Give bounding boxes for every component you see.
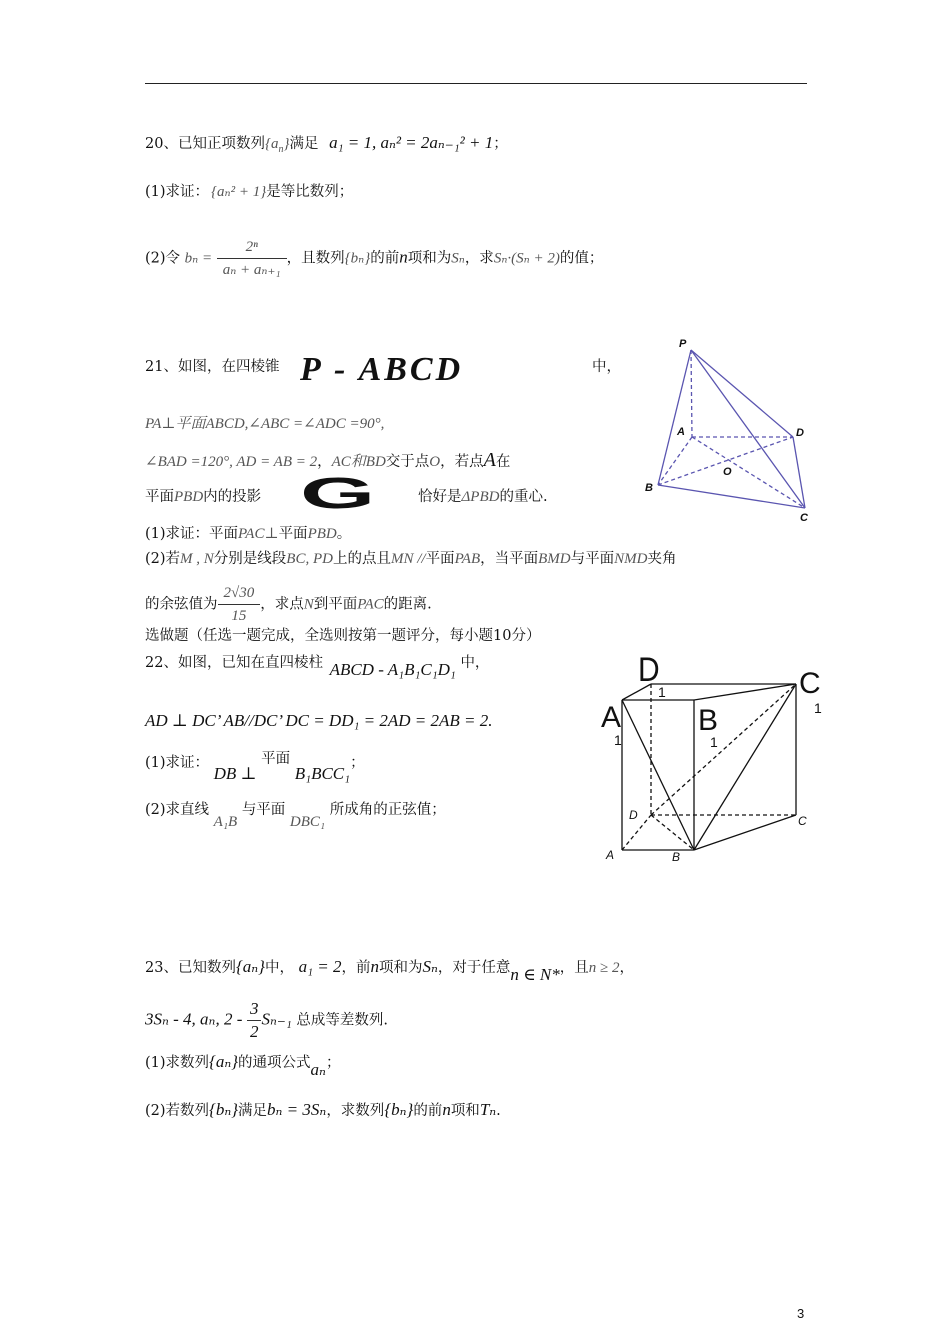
q21-p2-bcpd: BC, PD [286,551,333,567]
q23-l2-b: Sₙ₋₁ [261,1009,292,1029]
q23-l2-num: 3 [247,998,262,1021]
q20-seq-close: } [283,136,290,152]
q21-p1-pac: PAC [238,526,265,542]
q22-p2-c: 所成角的正弦值； [329,802,446,818]
q23-a1: a₁ = 2 [298,957,342,976]
edge-bc [694,815,796,850]
q23-zhong: 中， [264,960,294,976]
q22-head: 22、如图，已知在直四棱柱 [145,655,323,671]
q21-p3-fraction [218,582,261,627]
q21-part2 [145,549,676,569]
label-b1: B [698,704,719,737]
q20-p2-a: ，且数列 [286,250,345,267]
q23-l2-fraction [247,998,262,1043]
q20-p2-bn: {bₙ} [344,250,371,267]
q22-p1-expr: DB ⊥ [213,764,257,783]
q21-p2-b: 分别是线段 [213,551,287,567]
q21-l3-expr: ∠BAD =120°, AD = AB = 2 [145,454,318,470]
label-b1-sub: 1 [710,734,718,750]
edge-ab [658,437,692,485]
q21-p3-a: 的余弦值为 [145,596,218,613]
label-c: C [800,512,808,524]
q23-p1-b: 的通项公式 [238,1055,311,1071]
q23-n2: n ≥ 2 [588,960,620,976]
q21-centroid-g: G [300,469,376,518]
q20-part1 [145,182,353,202]
label-a1: A [601,701,622,734]
q20-p2-num: 2ⁿ [217,236,287,259]
q21-l3-a-point: A [483,449,496,471]
q21-l4-tri: ΔPBD [461,489,500,505]
page-number: 3 [797,1306,805,1321]
q20-condition: a₁ = 1, aₙ² = 2aₙ₋₁² + 1 [329,133,494,152]
edge-pb [658,350,691,485]
q21-pyramid-label: P - ABCD [300,351,464,388]
q23-l2-a: 3Sₙ - 4, aₙ, 2 - [145,1009,243,1029]
q21-p3-num: 2√30 [218,582,261,605]
q23-b: ，前 [341,960,371,976]
q22-prism: ABCD - A₁B₁C₁D₁ [329,660,456,679]
q21-l3-d: 在 [495,454,511,470]
q20-p2-expr: Sₙ·(Sₙ + 2) [493,250,560,267]
q23-p2-n: n [442,1100,451,1119]
q20-p2-label: (2)令 [145,250,181,267]
label-a1-sub: 1 [614,732,622,748]
label-a: A [606,848,615,862]
q21-l3-a: ， [317,454,332,470]
q21-p2-c: 上的点且 [332,551,391,567]
q20-head: 20、已知正项数列 [145,136,265,152]
edge-db [651,815,694,850]
edge-pa [691,350,692,437]
q21-p2-mnpar: MN // [390,551,426,567]
q20-p2-b: bₙ = [184,250,213,267]
q20-tail: ； [493,136,508,152]
q20-seq-sub: n [278,143,284,155]
q20-p1-label: (1)求证： [145,184,210,200]
q21-pyramid-figure [640,336,820,528]
q20-p1-tail: 是等比数列； [266,184,354,200]
q21-p3-d: 的距离. [383,596,432,613]
q21-line4 [145,487,261,507]
q22-line1 [145,652,490,679]
q21-p1-b: 平面 [278,526,308,542]
label-d1-sub: 1 [658,684,666,700]
edge-cd [793,437,805,508]
q22-part1 [145,751,365,783]
edge-dc1 [651,684,796,815]
q23-p1-seq: {aₙ} [209,1052,239,1071]
q20-seq: {a [264,136,279,152]
label-b: B [645,482,653,494]
q22-part2 [145,800,446,830]
q23-part1 [145,1052,341,1079]
q21-l4-pbd: PBD [174,489,204,505]
edge-ac [692,437,805,508]
q21-l4-c: 恰好是 [418,489,462,505]
edge-a1b [622,700,694,850]
q23-p2-bn2: {bₙ} [384,1100,414,1119]
edge-pc [691,350,805,508]
q20-p2-e: 的值； [559,250,604,267]
q23-line1 [145,957,635,984]
q23-head: 23、已知数列 [145,960,236,976]
q21-p2-nmd: NMD [614,551,648,567]
header-rule [145,83,807,84]
q21-p2-e: ，当平面 [480,551,539,567]
q23-p2-e: 项和 [450,1103,480,1119]
q21-part3 [145,582,432,627]
q21-p1-perp: ⊥ [264,526,279,542]
label-c: C [798,814,807,828]
label-d: D [629,808,638,822]
label-a: A [677,426,685,438]
q21-p2-mn: M , N [180,551,214,567]
q20-p2-b2: 的前 [370,250,400,267]
edge-pd [691,350,793,437]
edge-bc [658,485,805,508]
q23-p2-expr: bₙ = 3Sₙ [267,1100,327,1119]
q21-p2-pab: PAB [454,551,481,567]
q20-p2-fraction [217,236,287,281]
q20-p2-n: n [399,247,408,267]
q23-p2-c: ，求数列 [326,1103,385,1119]
q23-nn: n ∈ N* [510,965,560,984]
q23-l2-den: 2 [249,1022,259,1041]
q23-seq: {aₙ} [235,957,265,976]
q22-line2 [145,711,493,732]
edge-b1c1 [694,684,796,700]
q23-c: 项和为 [378,960,423,976]
q20-p2-c: 项和为 [407,250,452,267]
q21-head [145,357,279,377]
label-p: P [679,338,687,350]
q22-p2-a: (2)求直线 [145,802,210,818]
q22-prism-figure [598,645,828,867]
q22-conditions: AD ⊥ DC’ AB//DC’ DC = DD₁ = 2AD = 2AB = 2. [145,711,493,730]
q20-line1 [145,133,508,160]
q21-p2-g: 夹角 [647,551,677,567]
q23-p2-d: 的前 [413,1103,443,1119]
q21-l3-b: 交于点 [385,454,430,470]
q20-p2-den: aₙ + aₙ₊₁ [222,262,281,278]
q21-zhong: 中， [592,359,621,375]
q23-l2-c: 总成等差数列. [296,1012,388,1029]
q21-p2-a: (2)若 [145,551,181,567]
q23-part2 [145,1100,501,1121]
label-o: O [723,466,732,478]
q21-p2-bmd: BMD [538,551,571,567]
q23-f: ， [619,960,635,976]
q22-p1-c: ； [350,755,365,771]
q20-satisfy: 满足 [289,136,319,152]
q21-p3-n: N [303,596,314,613]
q20-p2-d: ，求 [464,250,494,267]
q20-p1-expr: {aₙ² + 1} [211,184,267,200]
q21-l4-b: 内的投影 [203,489,262,505]
q22-p2-line: A₁B [213,814,238,830]
q23-line2 [145,998,388,1043]
q21-l3-c: ，若点 [440,454,484,470]
q22-p1-a: (1)求证： [145,755,210,771]
q22-p2-b: 与平面 [241,802,286,818]
q22-p1-plane: B₁BCC₁ [294,764,351,783]
q21-p1-a: (1)求证：平面 [145,526,239,542]
q23-p1-c: ； [325,1055,341,1071]
q21-head-text: 21、如图，在四棱锥 [145,359,280,375]
q21-l3-o: O [429,454,441,470]
q21-p2-f: 与平面 [570,551,615,567]
q21-p1-c: 。 [336,526,352,542]
q23-p2-f: . [496,1103,501,1119]
q21-p3-b: ，求点 [260,596,304,613]
label-d1: D [638,650,660,689]
q21-p2-d: 平面 [425,551,455,567]
label-b: B [672,850,681,864]
q23-p2-b: 满足 [238,1103,268,1119]
q23-p1-an: aₙ [310,1060,326,1079]
q22-p2-plane: DBC₁ [289,814,326,830]
q21-p1-pbd: PBD [307,526,337,542]
q21-part1 [145,524,351,544]
q22-p1-b: 平面 [261,751,291,767]
q23-d: ，对于任意 [437,960,511,976]
q21-p3-pac: PAC [357,596,384,613]
q21-p3-den: 15 [231,608,247,624]
q21-l4-a: 平面 [145,489,174,505]
q23-p2-bn: {bₙ} [209,1100,239,1119]
q21-p3-c: 到平面 [313,596,358,613]
q23-p1-a: (1)求数列 [145,1055,210,1071]
q23-p2-tn: Tₙ [479,1100,497,1119]
label-d: D [796,427,804,439]
q21-l4-d: 的重心. [499,489,548,505]
optional-note: 选做题（任选一题完成，全选则按第一题评分，每小题10分） [145,628,541,644]
q21-line2 [145,414,384,434]
q23-sn: Sₙ [422,957,438,976]
label-c1: C [799,667,821,700]
q20-part2 [145,236,603,281]
q22-zhong: 中， [460,655,490,671]
q23-n: n [370,957,379,976]
q21-line4-tail [418,487,548,507]
q21-l3-acbd: AC和BD [331,454,386,470]
q23-p2-a: (2)若数列 [145,1103,210,1119]
label-c1-sub: 1 [814,700,822,716]
q21-l2: PA⊥平面ABCD,∠ABC =∠ADC =90°, [145,416,385,432]
q20-p2-sn: Sₙ [451,250,465,267]
q23-e: ，且 [559,960,589,976]
